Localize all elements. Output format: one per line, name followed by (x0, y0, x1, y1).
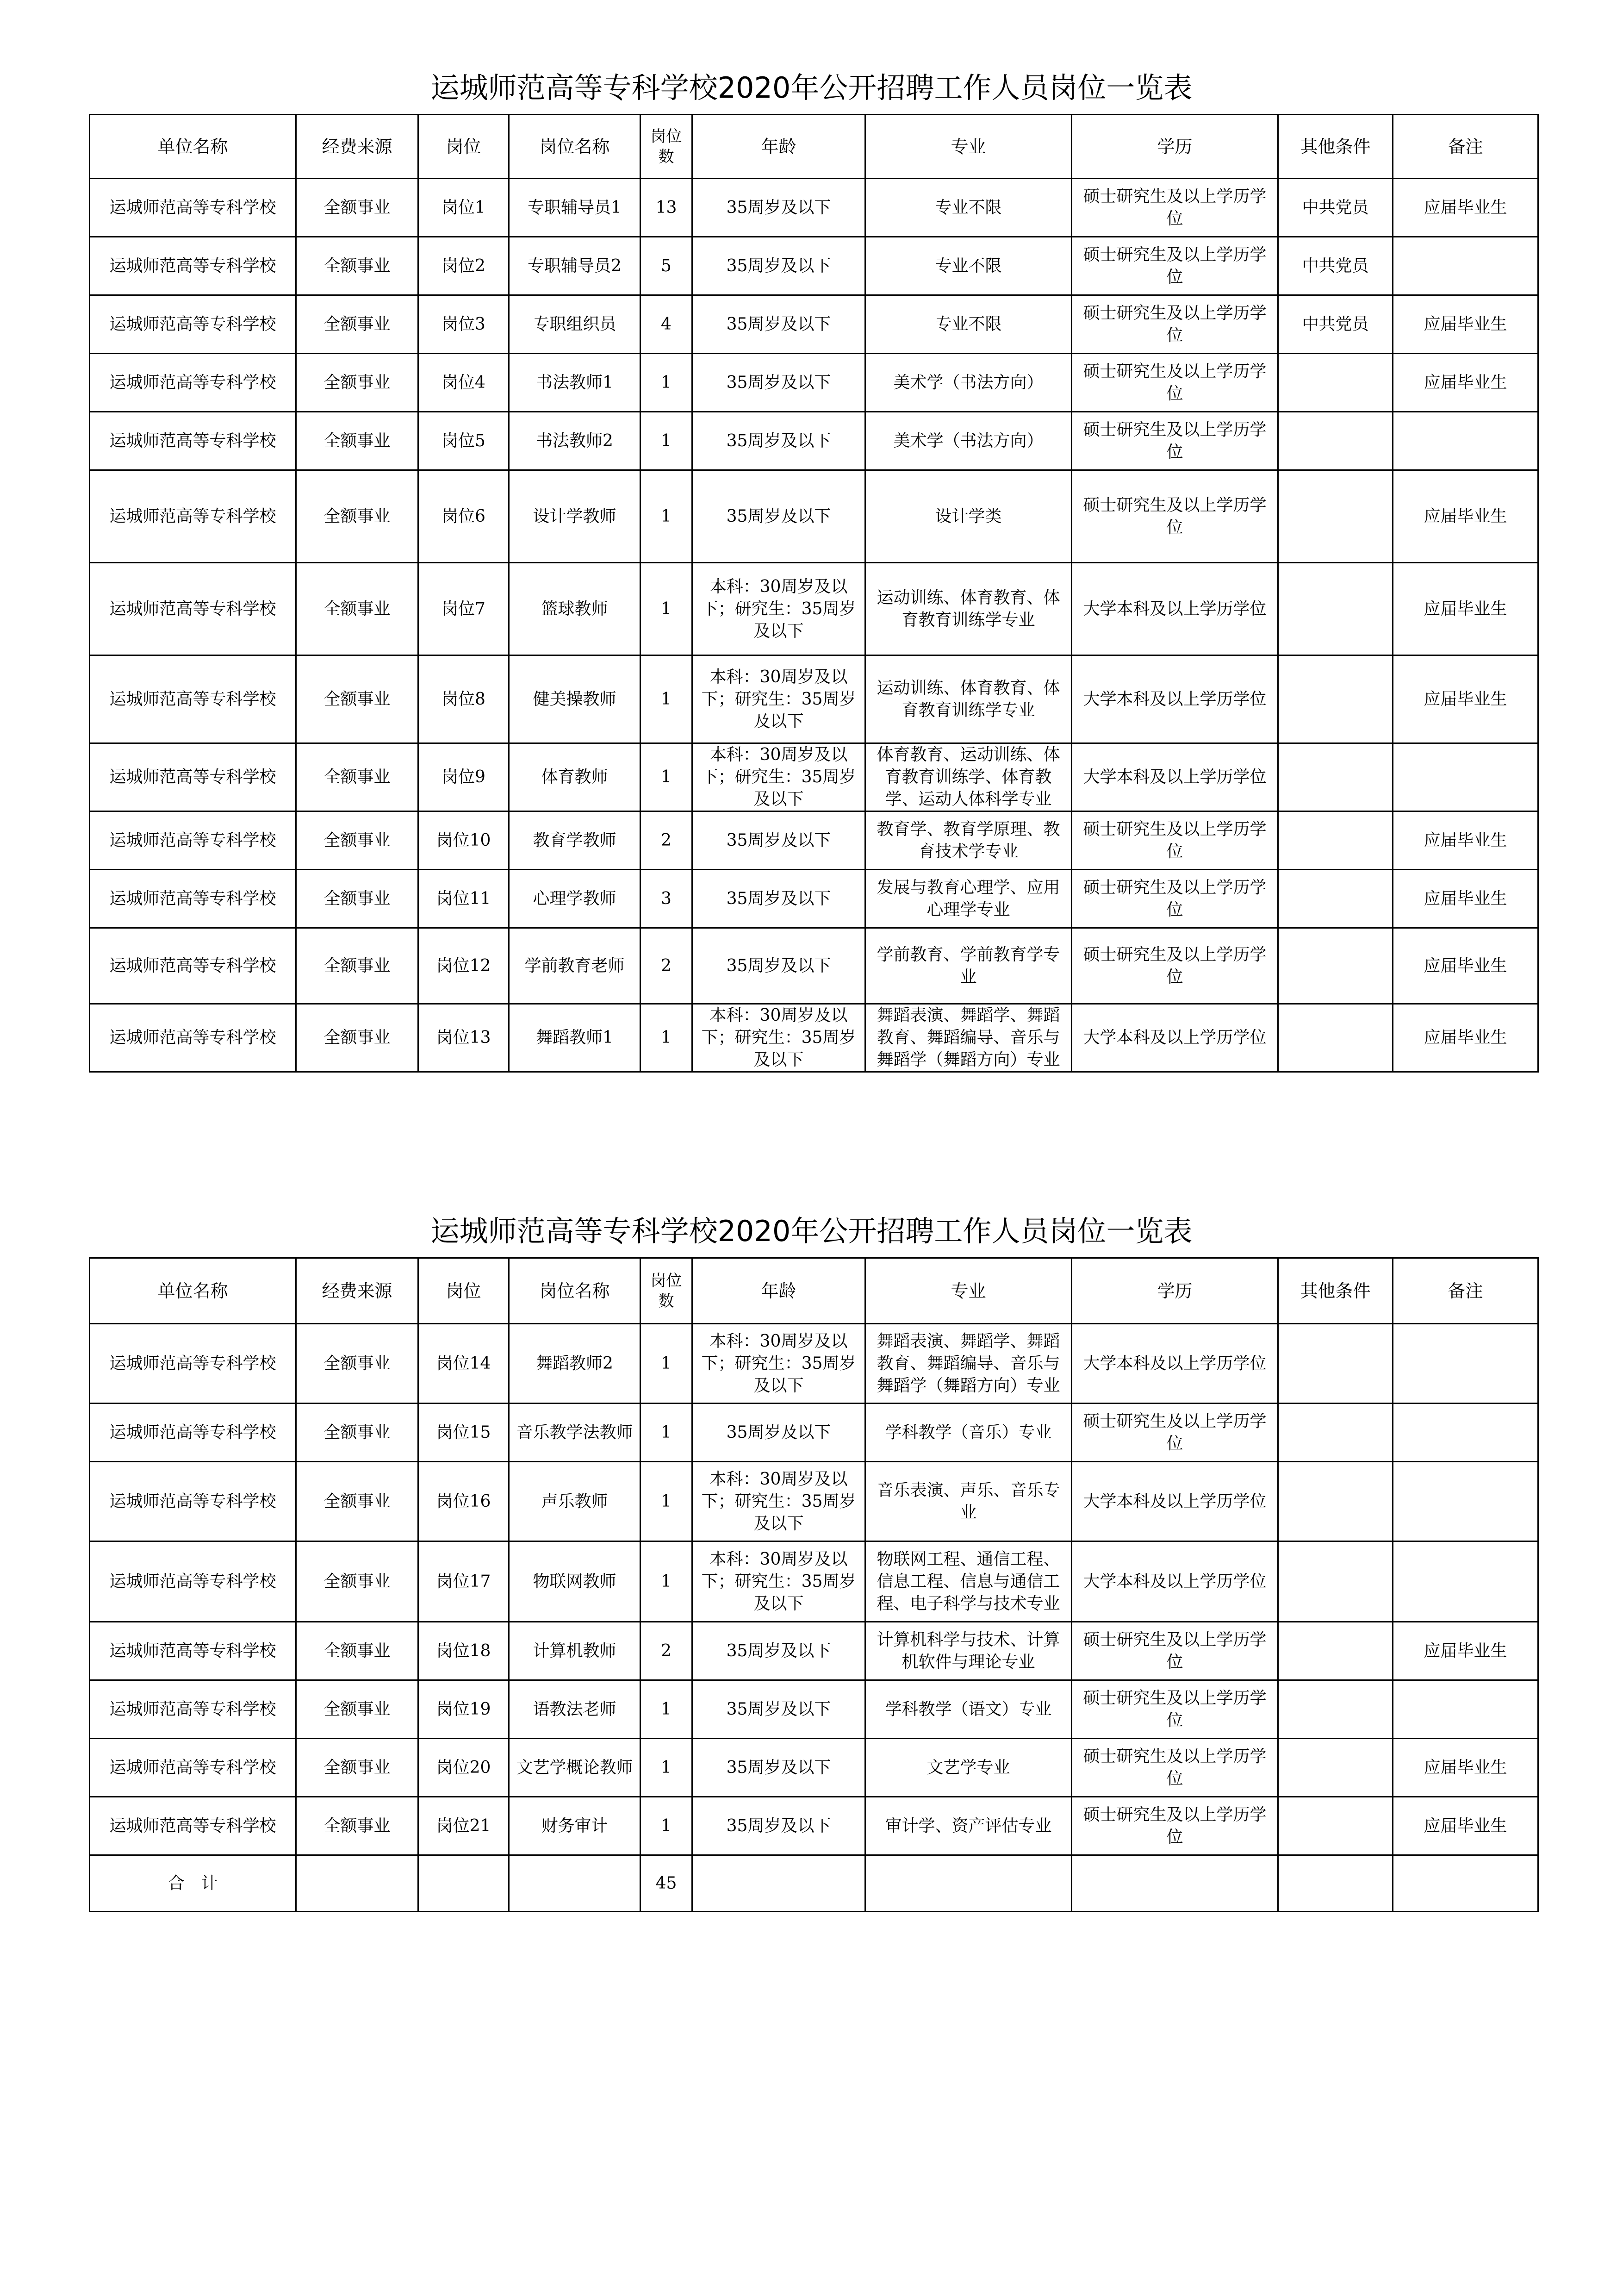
remark-cell: 应届毕业生 (1393, 870, 1538, 928)
age-cell: 35周岁及以下 (692, 1797, 865, 1855)
page-title: 运城师范高等专科学校2020年公开招聘工作人员岗位一览表 (430, 71, 1193, 105)
other-cell (1278, 928, 1393, 1004)
unit-name-cell: 运城师范高等专科学校 (90, 1680, 296, 1739)
count-cell: 3 (640, 870, 692, 928)
funding-cell: 全额事业 (296, 811, 418, 870)
position-cell: 岗位3 (418, 295, 509, 354)
position-cell: 岗位21 (418, 1797, 509, 1855)
total-row (90, 1855, 1538, 1912)
education-cell: 大学本科及以上学历学位 (1072, 1462, 1278, 1541)
header-age: 年龄 (692, 1258, 865, 1324)
other-cell (1278, 870, 1393, 928)
education-cell: 硕士研究生及以上学历学位 (1072, 1622, 1278, 1680)
position-cell: 岗位13 (418, 1004, 509, 1072)
funding-cell: 全额事业 (296, 1004, 418, 1072)
other-cell (1278, 655, 1393, 743)
remark-cell: 应届毕业生 (1393, 1739, 1538, 1797)
major-cell: 美术学（书法方向） (865, 354, 1072, 412)
table-row (90, 1404, 1538, 1462)
count-cell: 1 (640, 1404, 692, 1462)
position-cell: 岗位4 (418, 354, 509, 412)
table-row (90, 1004, 1538, 1072)
major-cell: 计算机科学与技术、计算机软件与理论专业 (865, 1622, 1072, 1680)
major-cell: 发展与教育心理学、应用心理学专业 (865, 870, 1072, 928)
position-cell: 岗位5 (418, 412, 509, 470)
count-cell: 2 (640, 1622, 692, 1680)
other-cell (1278, 1324, 1393, 1404)
other-cell (1278, 1797, 1393, 1855)
funding-cell: 全额事业 (296, 743, 418, 811)
other-cell (1278, 1680, 1393, 1739)
major-cell: 物联网工程、通信工程、信息工程、信息与通信工程、电子科学与技术专业 (865, 1541, 1072, 1622)
funding-cell: 全额事业 (296, 563, 418, 655)
count-cell: 4 (640, 295, 692, 354)
position-name-cell: 音乐教学法教师 (509, 1404, 640, 1462)
education-cell: 大学本科及以上学历学位 (1072, 1004, 1278, 1072)
header-position: 岗位 (418, 1258, 509, 1324)
age-cell: 35周岁及以下 (692, 412, 865, 470)
table-row (90, 811, 1538, 870)
count-cell: 5 (640, 237, 692, 295)
major-cell: 专业不限 (865, 295, 1072, 354)
age-cell: 本科：30周岁及以下；研究生：35周岁及以下 (692, 563, 865, 655)
table-row (90, 1622, 1538, 1680)
position-cell: 岗位2 (418, 237, 509, 295)
unit-name-cell: 运城师范高等专科学校 (90, 354, 296, 412)
table-row (90, 1739, 1538, 1797)
count-cell: 1 (640, 743, 692, 811)
unit-name-cell: 运城师范高等专科学校 (90, 470, 296, 563)
remark-cell (1393, 743, 1538, 811)
age-cell: 35周岁及以下 (692, 179, 865, 237)
major-cell: 舞蹈表演、舞蹈学、舞蹈教育、舞蹈编导、音乐与舞蹈学（舞蹈方向）专业 (865, 1324, 1072, 1404)
funding-cell: 全额事业 (296, 1324, 418, 1404)
remark-cell (1393, 237, 1538, 295)
empty-cell (1072, 1855, 1278, 1912)
age-cell: 本科：30周岁及以下；研究生：35周岁及以下 (692, 1004, 865, 1072)
table-row (90, 354, 1538, 412)
funding-cell: 全额事业 (296, 354, 418, 412)
position-name-cell: 声乐教师 (509, 1462, 640, 1541)
remark-cell (1393, 1324, 1538, 1404)
count-cell: 1 (640, 1797, 692, 1855)
age-cell: 本科：30周岁及以下；研究生：35周岁及以下 (692, 1462, 865, 1541)
table-row (90, 743, 1538, 811)
unit-name-cell: 运城师范高等专科学校 (90, 563, 296, 655)
major-cell: 体育教育、运动训练、体育教育训练学、体育教学、运动人体科学专业 (865, 743, 1072, 811)
age-cell: 35周岁及以下 (692, 811, 865, 870)
age-cell: 35周岁及以下 (692, 1739, 865, 1797)
position-cell: 岗位14 (418, 1324, 509, 1404)
count-cell: 1 (640, 1324, 692, 1404)
age-cell: 本科：30周岁及以下；研究生：35周岁及以下 (692, 743, 865, 811)
age-cell: 本科：30周岁及以下；研究生：35周岁及以下 (692, 1324, 865, 1404)
position-cell: 岗位10 (418, 811, 509, 870)
count-cell: 2 (640, 811, 692, 870)
funding-cell: 全额事业 (296, 1541, 418, 1622)
position-cell: 岗位11 (418, 870, 509, 928)
position-cell: 岗位7 (418, 563, 509, 655)
position-name-cell: 语教法老师 (509, 1680, 640, 1739)
funding-cell: 全额事业 (296, 655, 418, 743)
other-cell (1278, 470, 1393, 563)
unit-name-cell: 运城师范高等专科学校 (90, 1324, 296, 1404)
major-cell: 审计学、资产评估专业 (865, 1797, 1072, 1855)
remark-cell (1393, 1462, 1538, 1541)
table-row (90, 1797, 1538, 1855)
other-cell (1278, 1462, 1393, 1541)
education-cell: 大学本科及以上学历学位 (1072, 1324, 1278, 1404)
header-position: 岗位 (418, 115, 509, 179)
empty-cell (418, 1855, 509, 1912)
position-cell: 岗位9 (418, 743, 509, 811)
unit-name-cell: 运城师范高等专科学校 (90, 1004, 296, 1072)
remark-cell: 应届毕业生 (1393, 295, 1538, 354)
funding-cell: 全额事业 (296, 237, 418, 295)
position-name-cell: 专职辅导员2 (509, 237, 640, 295)
major-cell: 美术学（书法方向） (865, 412, 1072, 470)
unit-name-cell: 运城师范高等专科学校 (90, 1739, 296, 1797)
age-cell: 35周岁及以下 (692, 1622, 865, 1680)
education-cell: 大学本科及以上学历学位 (1072, 743, 1278, 811)
other-cell (1278, 1739, 1393, 1797)
age-cell: 35周岁及以下 (692, 237, 865, 295)
count-cell: 1 (640, 412, 692, 470)
table-row (90, 179, 1538, 237)
table-row (90, 1541, 1538, 1622)
position-name-cell: 设计学教师 (509, 470, 640, 563)
major-cell: 舞蹈表演、舞蹈学、舞蹈教育、舞蹈编导、音乐与舞蹈学（舞蹈方向）专业 (865, 1004, 1072, 1072)
other-cell: 中共党员 (1278, 295, 1393, 354)
empty-cell (1278, 1855, 1393, 1912)
header-position-name: 岗位名称 (509, 1258, 640, 1324)
major-cell: 教育学、教育学原理、教育技术学专业 (865, 811, 1072, 870)
other-cell (1278, 1541, 1393, 1622)
header-major: 专业 (865, 1258, 1072, 1324)
count-cell: 1 (640, 1739, 692, 1797)
position-name-cell: 心理学教师 (509, 870, 640, 928)
major-cell: 专业不限 (865, 237, 1072, 295)
position-cell: 岗位8 (418, 655, 509, 743)
unit-name-cell: 运城师范高等专科学校 (90, 928, 296, 1004)
header-funding: 经费来源 (296, 115, 418, 179)
remark-cell: 应届毕业生 (1393, 1004, 1538, 1072)
count-cell: 1 (640, 1541, 692, 1622)
count-cell: 13 (640, 179, 692, 237)
remark-cell: 应届毕业生 (1393, 470, 1538, 563)
other-cell (1278, 563, 1393, 655)
position-name-cell: 健美操教师 (509, 655, 640, 743)
header-other: 其他条件 (1278, 1258, 1393, 1324)
major-cell: 学科教学（语文）专业 (865, 1680, 1072, 1739)
major-cell: 运动训练、体育教育、体育教育训练学专业 (865, 563, 1072, 655)
age-cell: 35周岁及以下 (692, 1404, 865, 1462)
funding-cell: 全额事业 (296, 1797, 418, 1855)
header-remark: 备注 (1393, 115, 1538, 179)
position-cell: 岗位18 (418, 1622, 509, 1680)
unit-name-cell: 运城师范高等专科学校 (90, 1622, 296, 1680)
remark-cell (1393, 1680, 1538, 1739)
header-age: 年龄 (692, 115, 865, 179)
remark-cell: 应届毕业生 (1393, 563, 1538, 655)
funding-cell: 全额事业 (296, 1739, 418, 1797)
table-row (90, 237, 1538, 295)
table-row (90, 870, 1538, 928)
header-count: 岗位数 (640, 1258, 692, 1324)
position-name-cell: 专职辅导员1 (509, 179, 640, 237)
education-cell: 硕士研究生及以上学历学位 (1072, 1680, 1278, 1739)
unit-name-cell: 运城师范高等专科学校 (90, 1404, 296, 1462)
age-cell: 35周岁及以下 (692, 870, 865, 928)
empty-cell (692, 1855, 865, 1912)
total-count: 45 (640, 1855, 692, 1912)
other-cell (1278, 743, 1393, 811)
unit-name-cell: 运城师范高等专科学校 (90, 743, 296, 811)
count-cell: 1 (640, 655, 692, 743)
position-cell: 岗位19 (418, 1680, 509, 1739)
age-cell: 35周岁及以下 (692, 928, 865, 1004)
position-name-cell: 专职组织员 (509, 295, 640, 354)
position-name-cell: 体育教师 (509, 743, 640, 811)
position-cell: 岗位16 (418, 1462, 509, 1541)
education-cell: 硕士研究生及以上学历学位 (1072, 1739, 1278, 1797)
remark-cell (1393, 1404, 1538, 1462)
remark-cell (1393, 1541, 1538, 1622)
other-cell (1278, 412, 1393, 470)
header-education: 学历 (1072, 1258, 1278, 1324)
position-name-cell: 书法教师1 (509, 354, 640, 412)
unit-name-cell: 运城师范高等专科学校 (90, 237, 296, 295)
table-row (90, 470, 1538, 563)
funding-cell: 全额事业 (296, 1462, 418, 1541)
total-label: 合 计 (90, 1855, 296, 1912)
other-cell (1278, 811, 1393, 870)
header-unit-name: 单位名称 (90, 1258, 296, 1324)
education-cell: 硕士研究生及以上学历学位 (1072, 928, 1278, 1004)
header-row (90, 115, 1538, 179)
position-name-cell: 财务审计 (509, 1797, 640, 1855)
header-remark: 备注 (1393, 1258, 1538, 1324)
positions-table-1 (89, 114, 1539, 1073)
position-name-cell: 篮球教师 (509, 563, 640, 655)
remark-cell: 应届毕业生 (1393, 655, 1538, 743)
unit-name-cell: 运城师范高等专科学校 (90, 295, 296, 354)
age-cell: 本科：30周岁及以下；研究生：35周岁及以下 (692, 1541, 865, 1622)
unit-name-cell: 运城师范高等专科学校 (90, 1541, 296, 1622)
age-cell: 35周岁及以下 (692, 470, 865, 563)
remark-cell: 应届毕业生 (1393, 179, 1538, 237)
major-cell: 设计学类 (865, 470, 1072, 563)
header-position-name: 岗位名称 (509, 115, 640, 179)
position-name-cell: 学前教育老师 (509, 928, 640, 1004)
other-cell: 中共党员 (1278, 237, 1393, 295)
header-education: 学历 (1072, 115, 1278, 179)
other-cell (1278, 354, 1393, 412)
count-cell: 1 (640, 354, 692, 412)
count-cell: 1 (640, 1004, 692, 1072)
funding-cell: 全额事业 (296, 1680, 418, 1739)
other-cell: 中共党员 (1278, 179, 1393, 237)
position-name-cell: 书法教师2 (509, 412, 640, 470)
table-row (90, 563, 1538, 655)
funding-cell: 全额事业 (296, 179, 418, 237)
remark-cell: 应届毕业生 (1393, 1797, 1538, 1855)
other-cell (1278, 1004, 1393, 1072)
education-cell: 硕士研究生及以上学历学位 (1072, 237, 1278, 295)
empty-cell (296, 1855, 418, 1912)
remark-cell (1393, 412, 1538, 470)
major-cell: 运动训练、体育教育、体育教育训练学专业 (865, 655, 1072, 743)
age-cell: 35周岁及以下 (692, 354, 865, 412)
major-cell: 学前教育、学前教育学专业 (865, 928, 1072, 1004)
header-count: 岗位数 (640, 115, 692, 179)
unit-name-cell: 运城师范高等专科学校 (90, 412, 296, 470)
funding-cell: 全额事业 (296, 470, 418, 563)
education-cell: 大学本科及以上学历学位 (1072, 655, 1278, 743)
unit-name-cell: 运城师范高等专科学校 (90, 1797, 296, 1855)
age-cell: 35周岁及以下 (692, 295, 865, 354)
position-name-cell: 舞蹈教师2 (509, 1324, 640, 1404)
age-cell: 本科：30周岁及以下；研究生：35周岁及以下 (692, 655, 865, 743)
funding-cell: 全额事业 (296, 295, 418, 354)
count-cell: 1 (640, 1680, 692, 1739)
position-cell: 岗位6 (418, 470, 509, 563)
position-name-cell: 舞蹈教师1 (509, 1004, 640, 1072)
table-row (90, 295, 1538, 354)
count-cell: 2 (640, 928, 692, 1004)
position-name-cell: 教育学教师 (509, 811, 640, 870)
funding-cell: 全额事业 (296, 1622, 418, 1680)
funding-cell: 全额事业 (296, 870, 418, 928)
education-cell: 硕士研究生及以上学历学位 (1072, 1404, 1278, 1462)
education-cell: 大学本科及以上学历学位 (1072, 1541, 1278, 1622)
empty-cell (865, 1855, 1072, 1912)
education-cell: 硕士研究生及以上学历学位 (1072, 870, 1278, 928)
education-cell: 硕士研究生及以上学历学位 (1072, 179, 1278, 237)
header-major: 专业 (865, 115, 1072, 179)
education-cell: 硕士研究生及以上学历学位 (1072, 811, 1278, 870)
header-other: 其他条件 (1278, 115, 1393, 179)
position-name-cell: 物联网教师 (509, 1541, 640, 1622)
unit-name-cell: 运城师范高等专科学校 (90, 1462, 296, 1541)
position-name-cell: 计算机教师 (509, 1622, 640, 1680)
empty-cell (509, 1855, 640, 1912)
major-cell: 音乐表演、声乐、音乐专业 (865, 1462, 1072, 1541)
remark-cell: 应届毕业生 (1393, 1622, 1538, 1680)
position-name-cell: 文艺学概论教师 (509, 1739, 640, 1797)
other-cell (1278, 1622, 1393, 1680)
remark-cell: 应届毕业生 (1393, 928, 1538, 1004)
remark-cell: 应届毕业生 (1393, 811, 1538, 870)
funding-cell: 全额事业 (296, 412, 418, 470)
count-cell: 1 (640, 1462, 692, 1541)
position-cell: 岗位12 (418, 928, 509, 1004)
header-funding: 经费来源 (296, 1258, 418, 1324)
unit-name-cell: 运城师范高等专科学校 (90, 811, 296, 870)
remark-cell: 应届毕业生 (1393, 354, 1538, 412)
header-row (90, 1258, 1538, 1324)
education-cell: 硕士研究生及以上学历学位 (1072, 354, 1278, 412)
major-cell: 专业不限 (865, 179, 1072, 237)
education-cell: 大学本科及以上学历学位 (1072, 563, 1278, 655)
education-cell: 硕士研究生及以上学历学位 (1072, 412, 1278, 470)
table-row (90, 412, 1538, 470)
table-row (90, 1680, 1538, 1739)
age-cell: 35周岁及以下 (692, 1680, 865, 1739)
unit-name-cell: 运城师范高等专科学校 (90, 179, 296, 237)
major-cell: 文艺学专业 (865, 1739, 1072, 1797)
position-cell: 岗位20 (418, 1739, 509, 1797)
count-cell: 1 (640, 563, 692, 655)
page-title: 运城师范高等专科学校2020年公开招聘工作人员岗位一览表 (430, 1214, 1193, 1248)
table-row (90, 1462, 1538, 1541)
table-row (90, 1324, 1538, 1404)
header-unit-name: 单位名称 (90, 115, 296, 179)
education-cell: 硕士研究生及以上学历学位 (1072, 470, 1278, 563)
table-row (90, 928, 1538, 1004)
education-cell: 硕士研究生及以上学历学位 (1072, 1797, 1278, 1855)
unit-name-cell: 运城师范高等专科学校 (90, 870, 296, 928)
other-cell (1278, 1404, 1393, 1462)
table-row (90, 655, 1538, 743)
position-cell: 岗位17 (418, 1541, 509, 1622)
count-cell: 1 (640, 470, 692, 563)
funding-cell: 全额事业 (296, 928, 418, 1004)
major-cell: 学科教学（音乐）专业 (865, 1404, 1072, 1462)
education-cell: 硕士研究生及以上学历学位 (1072, 295, 1278, 354)
unit-name-cell: 运城师范高等专科学校 (90, 655, 296, 743)
positions-table-2 (89, 1257, 1539, 1912)
funding-cell: 全额事业 (296, 1404, 418, 1462)
empty-cell (1393, 1855, 1538, 1912)
position-cell: 岗位1 (418, 179, 509, 237)
position-cell: 岗位15 (418, 1404, 509, 1462)
